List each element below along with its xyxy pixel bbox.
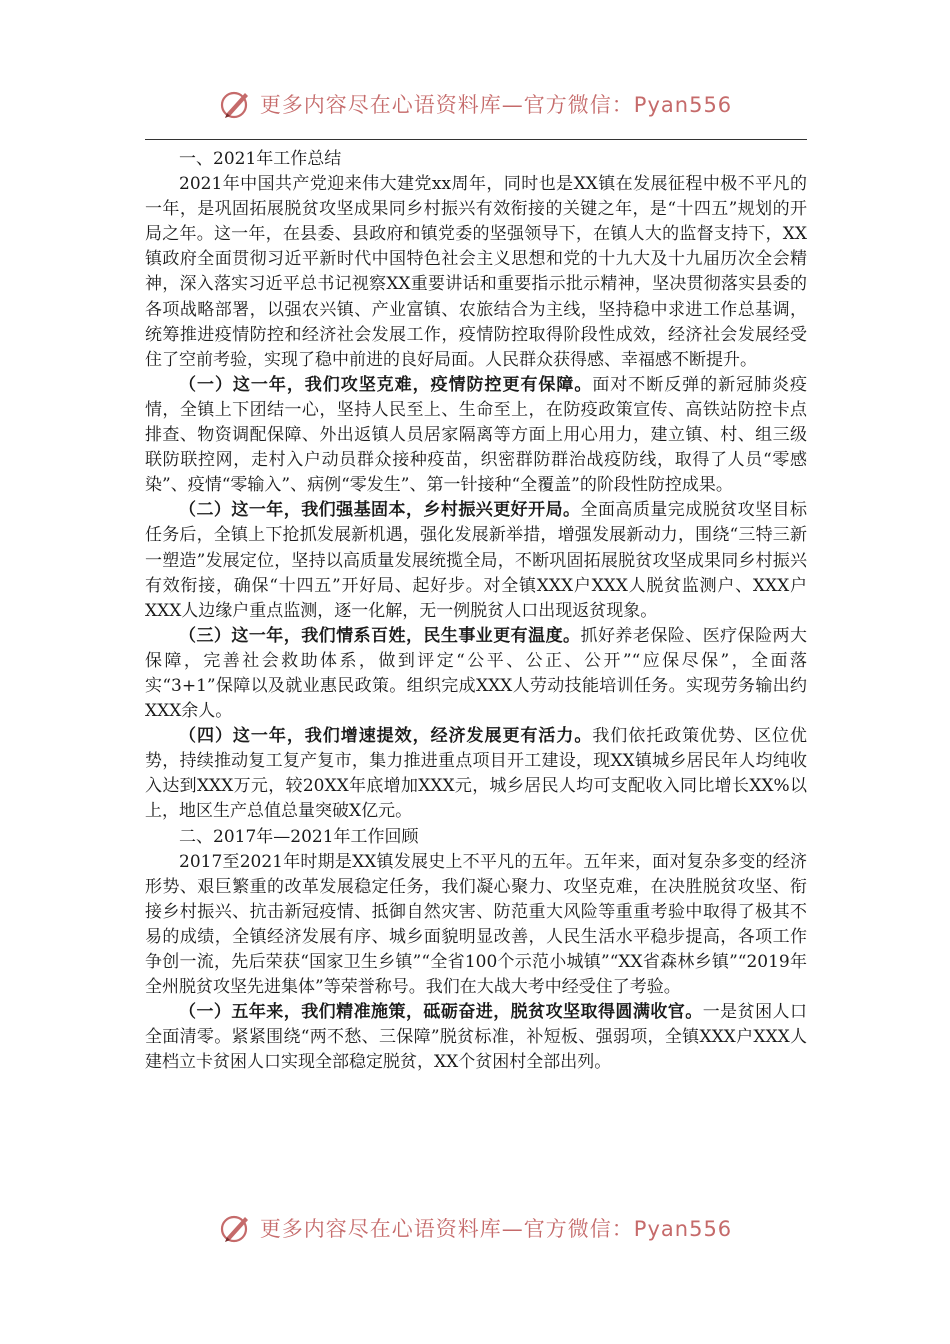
banner-text: 更多内容尽在心语资料库—官方微信：Pyan556 (259, 93, 733, 117)
header-divider (145, 139, 807, 140)
section-heading: 二、2017年—2021年工作回顾 (179, 826, 419, 847)
paragraph: （一）这一年，我们攻坚克难，疫情防控更有保障。面对不断反弹的新冠肺炎疫情，全镇上下团结一心，坚持人民至上、生命至上，在防疫政策宣传、高铁站防控卡点排查、物资调配保障、外出返镇人员居家隔离等方面上用心用力，建立镇、村、组三级联防联控网，走村入户动员群众接种疫苗，织密群防群治战疫防线，取得了人员“零感染”、疫情“零输入”、病例“零发生”、第一针接种“全覆盖”的阶段性防控成果。 (145, 374, 808, 496)
bold-lead: （一）这一年，我们攻坚克难，疫情防控更有保障。 (179, 374, 593, 395)
paragraph: （二）这一年，我们强基固本，乡村振兴更好开局。全面高质量完成脱贫攻坚目标任务后，全镇上下抢抓发展新机遇，强化发展新举措，增强发展新动力，围绕“三特三新一塑造”发展定位，坚持以高质量发展统揽全局，不断巩固拓展脱贫攻坚成果同乡村振兴有效衔接，确保“十四五”开好局、起好步。对全镇XXX户XXX人脱贫监测户、XXX户XXX人边缘户重点监测，逐一化解，无一例脱贫人口出现返贫现象。 (145, 500, 808, 621)
paragraph: 2017至2021年时期是XX镇发展史上不平凡的五年。五年来，面对复杂多变的经济形势、艰巨繁重的改革发展稳定任务，我们凝心聚力、攻坚克难，在决胜脱贫攻坚、衔接乡村振兴、抗击新冠疫情、抵御自然灾害、防范重大风险等重重考验中取得了极其不易的成绩，全镇经济发展有序、城乡面貌明显改善，人民生活水平稳步提高，各项工作争创一流，先后荣获“国家卫生乡镇”“全省100个示范小城镇”“XX省森林乡镇”“2019年全州脱贫攻坚先进集体”等荣誉称号。我们在大战大考中经受住了考验。 (145, 851, 807, 998)
header-banner (0, 84, 950, 124)
bold-lead: （一）五年来，我们精准施策，砥砺奋进，脱贫攻坚取得圆满收官。 (179, 1002, 703, 1023)
paragraph: （一）五年来，我们精准施策，砥砺奋进，脱贫攻坚取得圆满收官。一是贫困人口全面清零。紧紧围绕“两不愁、三保障”脱贫标准，补短板、强弱项，全镇XXX户XXX人建档立卡贫困人口实现全部稳定脱贫，XX个贫困村全部出列。 (145, 1002, 808, 1073)
banner-text: 更多内容尽在心语资料库—官方微信：Pyan556 (259, 1217, 733, 1241)
pen-logo-icon (218, 86, 254, 122)
paragraph: （三）这一年，我们情系百姓，民生事业更有温度。抓好养老保险、医疗保险两大保障，完善社会救助体系，做到评定“公平、公正、公开”“应保尽保”，全面落实“3+1”保障以及就业惠民政策。组织完成XXX人劳动技能培训任务。实现劳务输出约XXX余人。 (145, 625, 808, 722)
bold-lead: （三）这一年，我们情系百姓，民生事业更有温度。 (179, 625, 581, 646)
section-heading: 一、2021年工作总结 (179, 149, 342, 169)
paragraph: （四）这一年，我们增速提效，经济发展更有活力。我们依托政策优势、区位优势，持续推动复工复产复市，集力推进重点项目开工建设，现XX镇城乡居民年人均纯收入达到XXX万元，较20XX年底增加XXX元，城乡居民人均可支配收入同比增长XX%以上，地区生产总值总量突破X亿元。 (145, 726, 808, 822)
paragraph: 2021年中国共产党迎来伟大建党xx周年，同时也是XX镇在发展征程中极不平凡的一年，是巩固拓展脱贫攻坚成果同乡村振兴有效衔接的关键之年，是“十四五”规划的开局之年。这一年，在县委、县政府和镇党委的坚强领导下，在镇人大的监督支持下，XX镇政府全面贯彻习近平新时代中国特色社会主义思想和党的十九大及十九届历次全会精神，深入落实习近平总书记视察XX重要讲话和重要指示批示精神，坚决贯彻落实县委的各项战略部署，以强农兴镇、产业富镇、农旅结合为主线，坚持稳中求进工作总基调，统筹推进疫情防控和经济社会发展工作，疫情防控取得阶段性成效，经济社会发展经受住了空前考验，实现了稳中前进的良好局面。人民群众获得感、幸福感不断提升。 (145, 174, 807, 370)
document-body (145, 147, 807, 1075)
footer-banner (0, 1208, 950, 1248)
bold-lead: （二）这一年，我们强基固本，乡村振兴更好开局。 (179, 500, 581, 521)
pen-logo-icon (218, 1210, 254, 1246)
bold-lead: （四）这一年，我们增速提效，经济发展更有活力。 (179, 726, 593, 747)
